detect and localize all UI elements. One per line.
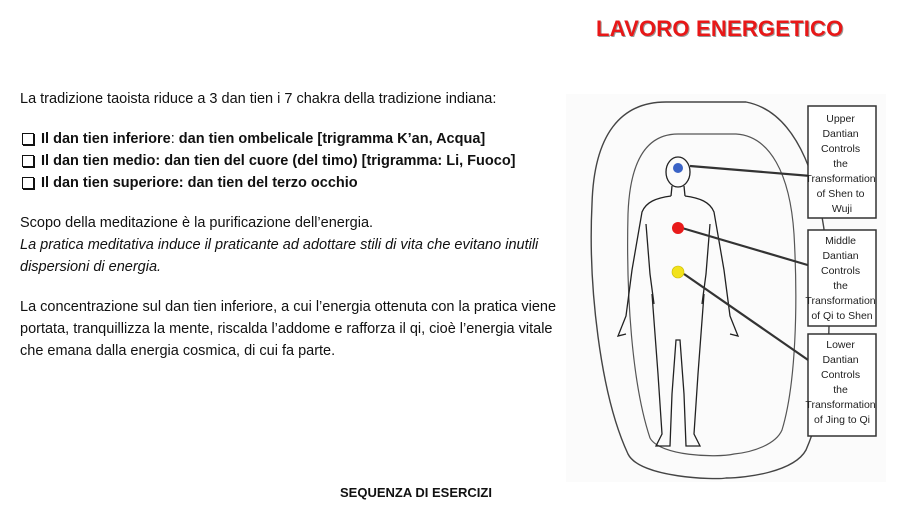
list-item-text: Il dan tien superiore: dan tien del terzo occhio bbox=[41, 175, 358, 191]
lower-label: Lower Dantian Controls the Transformation of Jing to Qi bbox=[805, 339, 876, 426]
checkbox-icon bbox=[22, 177, 34, 189]
middle-label: Middle Dantian Controls the Transformation of Qi to Shen bbox=[805, 235, 876, 322]
footer-label: SEQUENZA DI ESERCIZI bbox=[340, 485, 492, 500]
list-item bbox=[20, 128, 560, 150]
concentration-text: La concentrazione sul dan tien inferiore, a cui l’energia ottenuta con la pratica viene portata, tranquillizza la mente, riscalda l’addome e rafforza il qi, cioè l’energia vitale che emana dalla energia cosmica, di cui fa parte. bbox=[20, 299, 557, 359]
intro-text: La tradizione taoista riduce a 3 dan tien i 7 chakra della tradizione indiana: bbox=[20, 91, 497, 107]
text-content bbox=[20, 88, 560, 362]
list-item-sep: : bbox=[170, 131, 179, 147]
lower-dantian-dot bbox=[672, 266, 684, 278]
checkbox-icon bbox=[22, 133, 34, 145]
page-title: LAVORO ENERGETICO bbox=[596, 16, 844, 41]
dantian-figure bbox=[566, 94, 886, 482]
upper-dantian-dot bbox=[673, 163, 683, 173]
list-item-rest: dan tien ombelicale [trigramma K’an, Acqua] bbox=[178, 131, 486, 147]
list-item bbox=[20, 172, 560, 194]
dantien-list bbox=[20, 128, 560, 194]
upper-label: Upper Dantian Controls the Transformation of Shen to Wuji bbox=[805, 113, 876, 215]
practice-text: La pratica meditativa induce il praticante ad adottare stili di vita che evitano inutili dispersioni di energia. bbox=[20, 237, 539, 275]
list-item bbox=[20, 150, 560, 172]
outer-aura bbox=[591, 102, 829, 479]
middle-dantian-dot bbox=[672, 222, 684, 234]
checkbox-icon bbox=[22, 155, 34, 167]
list-item-text: Il dan tien medio: dan tien del cuore (del timo) [trigramma: Li, Fuoco] bbox=[41, 153, 516, 169]
list-item-bold: Il dan tien inferiore bbox=[41, 131, 171, 147]
purpose-text: Scopo della meditazione è la purificazione dell’energia. bbox=[20, 215, 374, 231]
human-figure bbox=[618, 157, 738, 446]
body-diagram bbox=[566, 94, 886, 482]
